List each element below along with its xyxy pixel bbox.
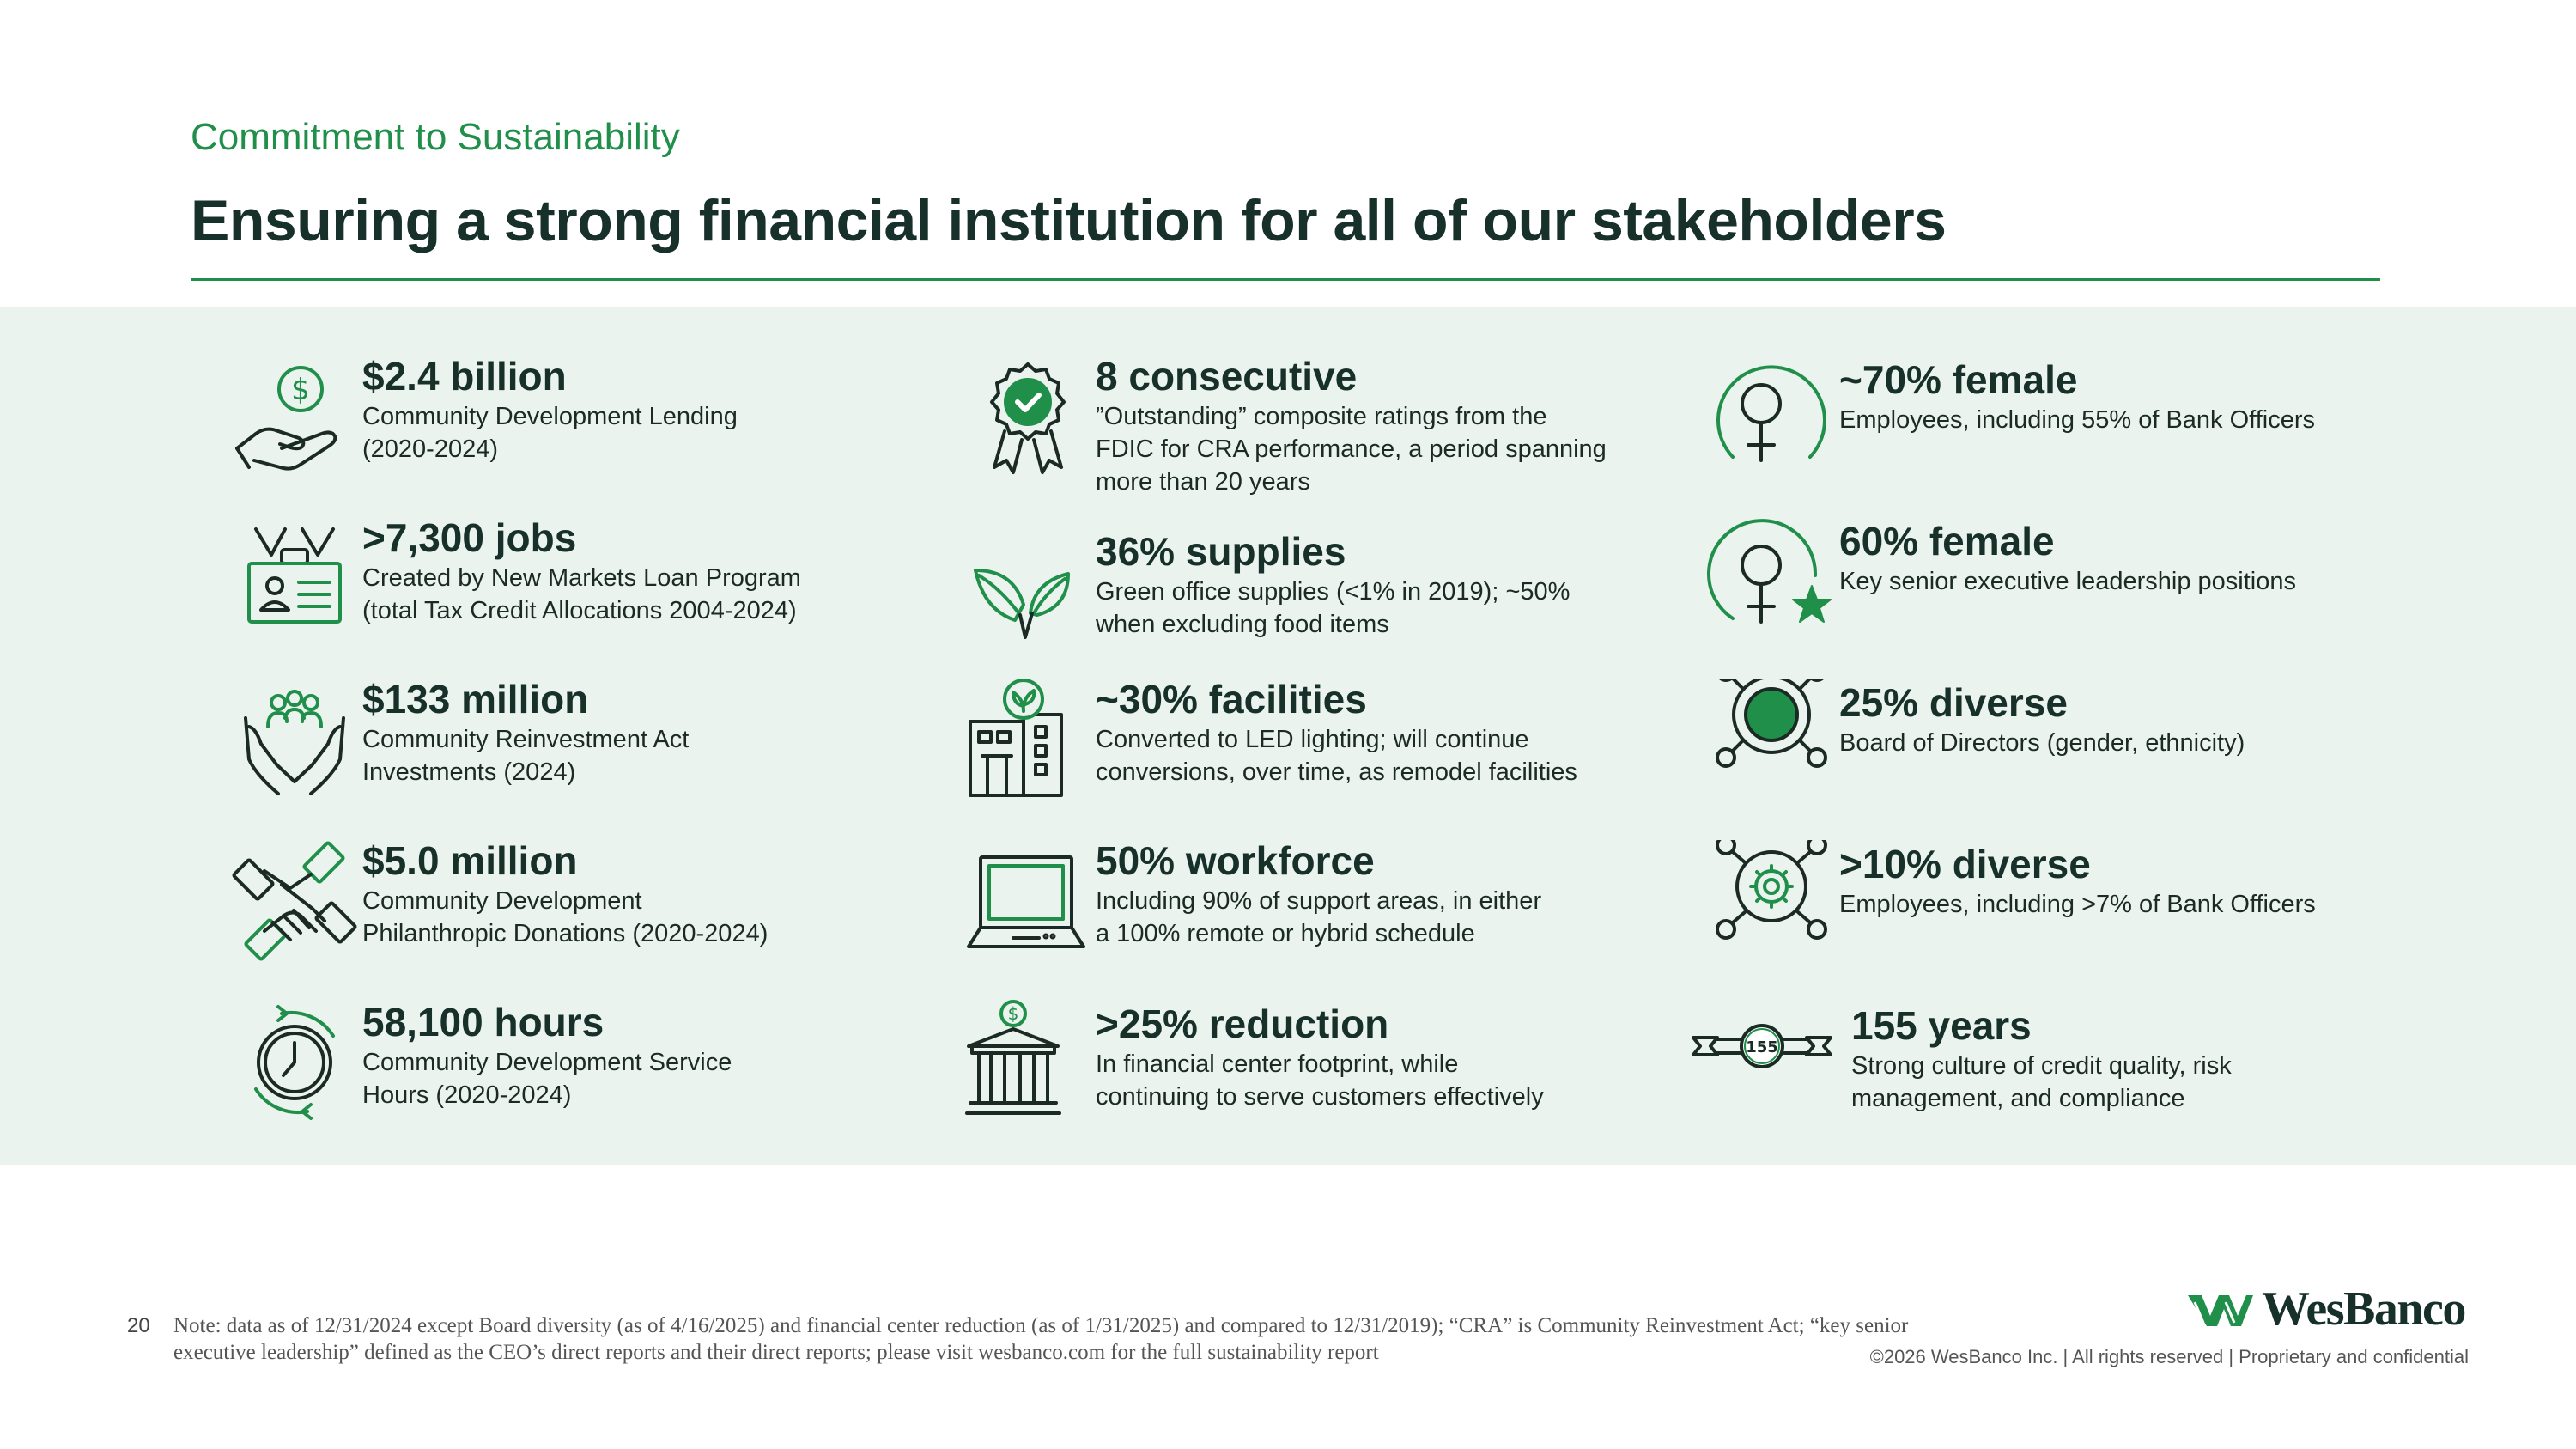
metric-service-hours: [230, 998, 986, 1153]
logo-wordmark: WesBanco: [2262, 1282, 2465, 1336]
metric-investments: [230, 675, 986, 830]
metric-female-leadership: [1707, 517, 2463, 672]
metric-description: Employees, including 55% of Bank Officers: [1839, 406, 2315, 434]
page-title: Ensuring a strong financial institution for all of our stakeholders: [191, 188, 1947, 253]
metric-description: Green office supplies (<1% in 2019); ~50%: [1096, 578, 1571, 606]
hand-dollar-icon: [230, 352, 359, 481]
metric-description: Hours (2020-2024): [362, 1081, 572, 1109]
board-table-icon: [1707, 679, 1836, 807]
metric-description: Board of Directors (gender, ethnicity): [1839, 729, 2245, 757]
metric-facilities: [963, 675, 1719, 830]
title-divider: [191, 278, 2380, 281]
clock-cycle-icon: [230, 998, 359, 1127]
metric-headline: 58,100 hours: [362, 1000, 605, 1044]
metric-description: Employees, including >7% of Bank Officers: [1839, 891, 2316, 918]
metric-cra-ratings: [963, 352, 1719, 507]
metric-description: Community Development: [362, 887, 642, 915]
metric-description: In financial center footprint, while: [1096, 1050, 1459, 1078]
metric-headline: $2.4 billion: [362, 354, 567, 399]
metric-headline: ~70% female: [1839, 357, 2078, 402]
metric-headline: 155 years: [1851, 1003, 2032, 1048]
bank-building-icon: [963, 1000, 1092, 1129]
id-badge-icon: [230, 514, 359, 642]
metric-headline: >25% reduction: [1096, 1002, 1389, 1046]
metric-description: Community Development Lending: [362, 403, 738, 430]
logo-mark-icon: [2186, 1283, 2255, 1335]
copyright: ©2026 WesBanco Inc. | All rights reserved | Proprietary and confidential: [1869, 1346, 2469, 1367]
wesbanco-logo: [2186, 1282, 2465, 1336]
metric-footprint-reduction: [963, 1000, 1719, 1154]
metric-headline: 60% female: [1839, 519, 2055, 563]
metric-description: more than 20 years: [1096, 468, 1310, 496]
metric-headline: 25% diverse: [1839, 680, 2068, 725]
svg-text:$: $: [291, 373, 310, 407]
svg-text:$: $: [1007, 1003, 1019, 1024]
female-star-icon: [1707, 517, 1836, 646]
metric-headline: >7,300 jobs: [362, 515, 577, 560]
metric-jobs: [230, 514, 986, 668]
metric-headline: 50% workforce: [1096, 838, 1375, 883]
laptop-icon: [963, 837, 1092, 965]
metric-description: Investments (2024): [362, 758, 576, 786]
metric-headline: 8 consecutive: [1096, 354, 1358, 399]
page-number: 20: [127, 1314, 150, 1337]
metric-description: continuing to serve customers effectively: [1096, 1083, 1544, 1111]
metric-donations: [230, 837, 986, 991]
metric-supplies: [963, 527, 1719, 682]
metric-description: Key senior executive leadership positions: [1839, 568, 2296, 595]
anniversary-badge-number: 155: [1746, 1038, 1778, 1056]
metric-headline: $5.0 million: [362, 838, 578, 883]
metric-description: management, and compliance: [1851, 1085, 2185, 1112]
female-symbol-icon: [1707, 356, 1836, 484]
metric-description: ”Outstanding” composite ratings from the: [1096, 403, 1547, 430]
metric-employee-diversity: [1707, 840, 2463, 995]
green-building-icon: [963, 675, 1092, 804]
metric-description: Community Reinvestment Act: [362, 726, 690, 753]
metric-headline: 36% supplies: [1096, 529, 1346, 574]
metric-description: Philanthropic Donations (2020-2024): [362, 920, 769, 947]
footnote: Note: data as of 12/31/2024 except Board diversity (as of 4/16/2025) and financial center reduction (as of 1/31/2025) and compared to 12/31/2019); “CRA” is Community Reinvestment Act; “key senior executive leadership” defined as the CEO’s direct reports and their direct reports; please visit wesbanco.com for the full sustainability report: [173, 1314, 1909, 1364]
metric-headline: >10% diverse: [1839, 842, 2091, 886]
metric-headline: ~30% facilities: [1096, 677, 1367, 721]
award-check-icon: [963, 352, 1092, 481]
metric-female-employees: [1707, 356, 2463, 510]
metric-description: conversions, over time, as remodel facilities: [1096, 758, 1577, 786]
metric-description: Strong culture of credit quality, risk: [1851, 1052, 2232, 1080]
metric-board-diversity: [1707, 679, 2463, 833]
metric-lending: [230, 352, 986, 507]
hands-community-icon: [230, 675, 359, 804]
anniversary-ribbon-icon: [1688, 1002, 1836, 1130]
metric-description: Community Development Service: [362, 1049, 732, 1076]
metric-description: a 100% remote or hybrid schedule: [1096, 920, 1475, 947]
metric-description: Including 90% of support areas, in either: [1096, 887, 1542, 915]
metric-headline: $133 million: [362, 677, 589, 721]
metric-description: Created by New Markets Loan Program: [362, 564, 801, 592]
metric-years: [1688, 1002, 2444, 1156]
metric-description: FDIC for CRA performance, a period spanning: [1096, 435, 1607, 463]
handshake-icon: [230, 837, 359, 965]
metric-description: Converted to LED lighting; will continue: [1096, 726, 1529, 753]
metric-description: when excluding food items: [1096, 611, 1389, 638]
leaf-sprout-icon: [963, 527, 1092, 656]
section-subtitle: Commitment to Sustainability: [191, 116, 680, 158]
metric-description: (total Tax Credit Allocations 2004-2024): [362, 597, 797, 624]
metric-description: (2020-2024): [362, 435, 498, 463]
metric-workforce: [963, 837, 1719, 991]
team-gear-icon: [1707, 840, 1836, 969]
